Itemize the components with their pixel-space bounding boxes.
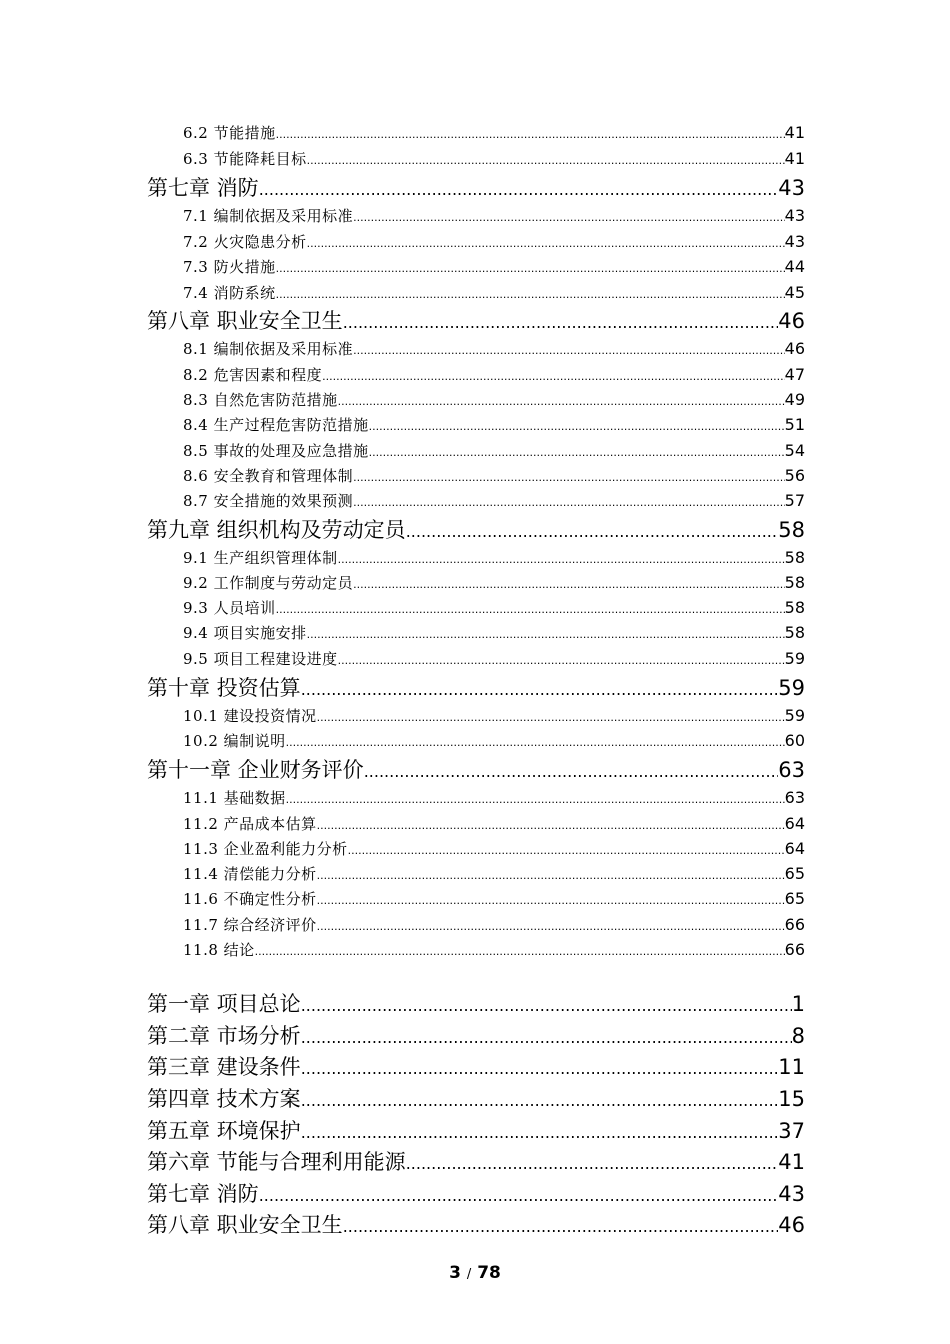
- toc-entry-page: 56: [784, 466, 805, 485]
- toc-entry-title: 第五章 环境保护: [147, 1119, 301, 1143]
- toc-chapter-entry[interactable]: [147, 1178, 805, 1208]
- toc-entry-title: 第二章 市场分析: [147, 1024, 301, 1048]
- toc-entry-page: 54: [784, 441, 805, 460]
- dot-leader: [259, 1186, 779, 1205]
- total-pages: 78: [477, 1263, 501, 1283]
- toc-entry-title: 第七章 消防: [147, 176, 259, 200]
- toc-entry-title: 8.4 生产过程危害防范措施: [183, 416, 369, 434]
- toc-entry-page: 46: [784, 339, 805, 358]
- toc-entry-title: 第一章 项目总论: [147, 992, 301, 1016]
- toc-entry-title: 7.2 火灾隐患分析: [183, 233, 307, 251]
- toc-chapter-entry[interactable]: [147, 754, 805, 784]
- toc-chapter-entry[interactable]: [147, 514, 805, 544]
- toc-entry-page: 37: [778, 1119, 805, 1143]
- toc-entry-title: 11.6 不确定性分析: [183, 890, 317, 908]
- toc-entry-title: 8.3 自然危害防范措施: [183, 391, 338, 409]
- dot-leader: [338, 553, 785, 566]
- toc-entry-title: 第六章 节能与合理利用能源: [147, 1150, 406, 1174]
- toc-entry-page: 46: [778, 1213, 805, 1237]
- dot-leader: [338, 654, 785, 667]
- dot-leader: [353, 578, 785, 591]
- toc-entry-title: 7.1 编制依据及采用标准: [183, 207, 354, 225]
- toc-section-entry[interactable]: [183, 863, 805, 884]
- toc-entry-page: 43: [778, 1182, 805, 1206]
- toc-entry-title: 11.2 产品成本估算: [183, 815, 317, 833]
- dot-leader: [255, 945, 785, 958]
- dot-leader: [317, 711, 785, 724]
- toc-entry-page: 8: [791, 1024, 805, 1048]
- toc-section-entry[interactable]: [183, 648, 805, 669]
- toc-section-entry[interactable]: [183, 465, 805, 486]
- toc-section-entry[interactable]: [183, 547, 805, 568]
- toc-entry-page: 58: [784, 548, 805, 567]
- toc-entry-page: 41: [778, 1150, 805, 1174]
- dot-leader: [317, 920, 785, 933]
- dot-leader: [317, 894, 785, 907]
- toc-section-entry[interactable]: [183, 705, 805, 726]
- dot-leader: [301, 1123, 779, 1142]
- toc-entry-title: 9.3 人员培训: [183, 599, 276, 617]
- dot-leader: [276, 288, 785, 301]
- toc-section-entry[interactable]: [183, 338, 805, 359]
- toc-entry-title: 第八章 职业安全卫生: [147, 309, 343, 333]
- toc-entry-title: 第十一章 企业财务评价: [147, 758, 364, 782]
- toc-entry-title: 11.8 结论: [183, 941, 255, 959]
- toc-entry-page: 43: [778, 176, 805, 200]
- dot-leader: [322, 370, 785, 383]
- toc-section-entry[interactable]: [183, 256, 805, 277]
- dot-leader: [369, 446, 785, 459]
- page-separator: /: [466, 1267, 472, 1282]
- toc-entry-page: 64: [784, 814, 805, 833]
- toc-chapter-entry[interactable]: [147, 1209, 805, 1239]
- toc-entry-page: 63: [784, 788, 805, 807]
- toc-entry-title: 8.6 安全教育和管理体制: [183, 467, 354, 485]
- dot-leader: [301, 1091, 779, 1110]
- toc-entry-title: 第四章 技术方案: [147, 1087, 301, 1111]
- toc-chapter-entry[interactable]: [147, 1083, 805, 1113]
- dot-leader: [364, 762, 779, 781]
- dot-leader: [317, 869, 785, 882]
- dot-leader: [301, 996, 792, 1015]
- toc-entry-page: 66: [784, 915, 805, 934]
- toc-entry-title: 9.1 生产组织管理体制: [183, 549, 338, 567]
- toc-entry-title: 9.4 项目实施安排: [183, 624, 307, 642]
- toc-section-entry[interactable]: [183, 787, 805, 808]
- toc-entry-title: 第八章 职业安全卫生: [147, 1213, 343, 1237]
- dot-leader: [369, 420, 785, 433]
- toc-section-entry[interactable]: [183, 231, 805, 252]
- toc-chapter-entry[interactable]: [147, 988, 805, 1018]
- toc-entry-page: 66: [784, 940, 805, 959]
- toc-entry-page: 59: [778, 676, 805, 700]
- dot-leader: [307, 237, 785, 250]
- toc-entry-title: 10.1 建设投资情况: [183, 707, 317, 725]
- toc-section-entry[interactable]: [183, 490, 805, 511]
- dot-leader: [343, 1217, 779, 1236]
- dot-leader: [406, 522, 779, 541]
- toc-entry-page: 59: [784, 706, 805, 725]
- toc-entry-page: 51: [784, 415, 805, 434]
- toc-chapter-entry[interactable]: [147, 305, 805, 335]
- toc-section-entry[interactable]: [183, 440, 805, 461]
- toc-entry-title: 11.3 企业盈利能力分析: [183, 840, 348, 858]
- toc-entry-page: 47: [784, 365, 805, 384]
- page-number: [0, 1263, 950, 1283]
- toc-entry-page: 11: [778, 1055, 805, 1079]
- toc-section-entry[interactable]: [183, 939, 805, 960]
- toc-section-entry[interactable]: [183, 389, 805, 410]
- toc-entry-title: 8.7 安全措施的效果预测: [183, 492, 354, 510]
- toc-section-entry[interactable]: [183, 888, 805, 909]
- dot-leader: [307, 154, 785, 167]
- toc-entry-title: 7.3 防火措施: [183, 258, 276, 276]
- dot-leader: [301, 1028, 792, 1047]
- toc-chapter-entry[interactable]: [147, 1020, 805, 1050]
- toc-entry-page: 45: [784, 283, 805, 302]
- toc-section-entry[interactable]: [183, 122, 805, 143]
- toc-section-entry[interactable]: [183, 414, 805, 435]
- toc-entry-title: 11.4 清偿能力分析: [183, 865, 317, 883]
- toc-entry-page: 58: [778, 518, 805, 542]
- dot-leader: [276, 603, 785, 616]
- dot-leader: [276, 128, 785, 141]
- dot-leader: [348, 844, 785, 857]
- toc-entry-page: 63: [778, 758, 805, 782]
- toc-section-entry[interactable]: [183, 914, 805, 935]
- toc-entry-page: 65: [784, 889, 805, 908]
- toc-entry-page: 1: [791, 992, 805, 1016]
- toc-chapter-entry[interactable]: [147, 1115, 805, 1145]
- dot-leader: [286, 736, 785, 749]
- dot-leader: [276, 262, 785, 275]
- toc-entry-page: 41: [784, 123, 805, 142]
- toc-entry-page: 49: [784, 390, 805, 409]
- toc-entry-title: 8.2 危害因素和程度: [183, 366, 323, 384]
- toc-entry-title: 11.7 综合经济评价: [183, 916, 317, 934]
- dot-leader: [353, 496, 785, 509]
- dot-leader: [353, 211, 785, 224]
- dot-leader: [353, 344, 785, 357]
- toc-entry-title: 第三章 建设条件: [147, 1055, 301, 1079]
- dot-leader: [317, 819, 785, 832]
- toc-chapter-entry[interactable]: [147, 1051, 805, 1081]
- toc-entry-page: 57: [784, 491, 805, 510]
- toc-entry-title: 第七章 消防: [147, 1182, 259, 1206]
- dot-leader: [338, 395, 785, 408]
- toc-entry-title: 8.1 编制依据及采用标准: [183, 340, 354, 358]
- toc-entry-page: 60: [784, 731, 805, 750]
- dot-leader: [301, 1059, 779, 1078]
- current-page: 3: [449, 1263, 461, 1283]
- toc-section-entry[interactable]: [183, 813, 805, 834]
- dot-leader: [286, 793, 785, 806]
- toc-entry-page: 58: [784, 573, 805, 592]
- toc-entry-title: 第九章 组织机构及劳动定员: [147, 518, 406, 542]
- dot-leader: [353, 471, 785, 484]
- toc-chapter-entry[interactable]: [147, 1146, 805, 1176]
- toc-chapter-entry[interactable]: [147, 172, 805, 202]
- toc-entry-page: 58: [784, 598, 805, 617]
- toc-section-entry[interactable]: [183, 730, 805, 751]
- toc-entry-title: 9.2 工作制度与劳动定员: [183, 574, 354, 592]
- toc-entry-page: 41: [784, 149, 805, 168]
- toc-entry-title: 第十章 投资估算: [147, 676, 301, 700]
- dot-leader: [301, 680, 779, 699]
- dot-leader: [406, 1154, 779, 1173]
- toc-entry-page: 65: [784, 864, 805, 883]
- toc-entry-title: 6.2 节能措施: [183, 124, 276, 142]
- toc-entry-page: 44: [784, 257, 805, 276]
- toc-entry-page: 58: [784, 623, 805, 642]
- toc-entry-title: 9.5 项目工程建设进度: [183, 650, 338, 668]
- dot-leader: [307, 628, 785, 641]
- toc-entry-title: 11.1 基础数据: [183, 789, 286, 807]
- toc-entry-page: 15: [778, 1087, 805, 1111]
- toc-entry-title: 8.5 事故的处理及应急措施: [183, 442, 369, 460]
- dot-leader: [259, 180, 779, 199]
- toc-section-entry[interactable]: [183, 597, 805, 618]
- toc-chapter-entry[interactable]: [147, 672, 805, 702]
- toc-entry-title: 10.2 编制说明: [183, 732, 286, 750]
- toc-section-entry[interactable]: [183, 282, 805, 303]
- toc-entry-page: 59: [784, 649, 805, 668]
- toc-entry-title: 7.4 消防系统: [183, 284, 276, 302]
- toc-section-entry[interactable]: [183, 572, 805, 593]
- toc-section-entry[interactable]: [183, 364, 805, 385]
- toc-entry-page: 43: [784, 206, 805, 225]
- toc-section-entry[interactable]: [183, 148, 805, 169]
- toc-entry-page: 64: [784, 839, 805, 858]
- toc-section-entry[interactable]: [183, 205, 805, 226]
- toc-entry-page: 46: [778, 309, 805, 333]
- toc-section-entry[interactable]: [183, 838, 805, 859]
- toc-entry-title: 6.3 节能降耗目标: [183, 150, 307, 168]
- toc-entry-page: 43: [784, 232, 805, 251]
- toc-section-entry[interactable]: [183, 622, 805, 643]
- dot-leader: [343, 313, 779, 332]
